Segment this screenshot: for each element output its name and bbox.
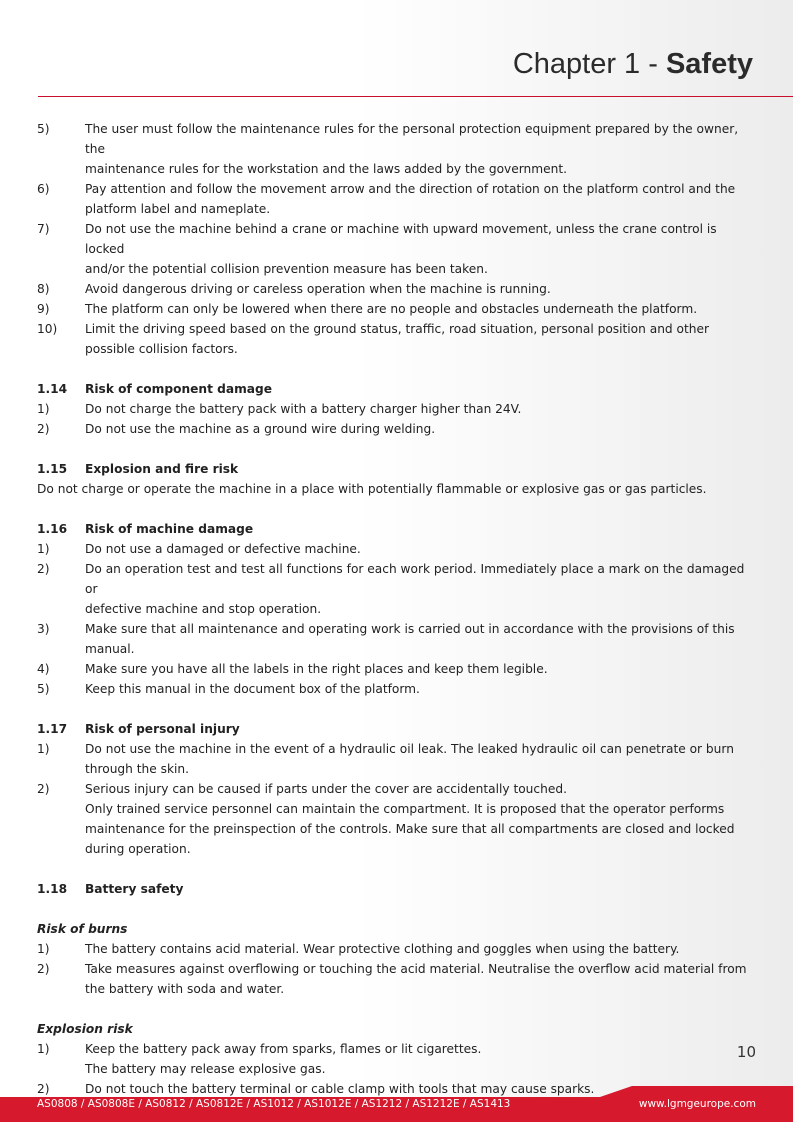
list-item-text	[85, 659, 757, 679]
section-number: 1.18	[37, 882, 68, 896]
text-line: Keep the battery pack away from sparks, flames or lit cigarettes.	[85, 1042, 482, 1056]
text-line: The user must follow the maintenance rules for the personal protection equipment prepared by the owner, the	[85, 122, 739, 156]
section-number: 1.14	[37, 382, 68, 396]
section-heading	[37, 719, 757, 739]
list-item-text	[85, 279, 757, 299]
list-item-number: 5)	[37, 682, 50, 696]
text-line: possible collision factors.	[85, 342, 238, 356]
header-divider	[38, 96, 793, 97]
list-item-number: 9)	[37, 302, 50, 316]
text-line: and/or the potential collision prevention measure has been taken.	[85, 262, 488, 276]
list-item	[37, 399, 757, 419]
list-item-text	[85, 539, 757, 559]
section-title: Explosion and fire risk	[85, 462, 239, 476]
list-item	[37, 939, 757, 959]
list-item-text	[85, 399, 757, 419]
text-line: maintenance for the preinspection of the controls. Make sure that all compartments are closed and locked	[85, 822, 735, 836]
section-heading	[37, 459, 757, 479]
footer-website-link[interactable]: www.lgmgeurope.com	[638, 1098, 756, 1110]
list-item	[37, 119, 757, 179]
list-item-number: 1)	[37, 1042, 50, 1056]
section-paragraph: Do not charge or operate the machine in a place with potentially flammable or explosive gas or gas particles.	[37, 482, 707, 496]
section-title: Risk of personal injury	[85, 722, 240, 736]
list-item	[37, 179, 757, 219]
list-item-text	[85, 1039, 757, 1079]
list-item	[37, 679, 757, 699]
list-item-number: 2)	[37, 1082, 50, 1096]
list-item-number: 2)	[37, 962, 50, 976]
page-content	[37, 119, 757, 1099]
text-line: Make sure you have all the labels in the right places and keep them legible.	[85, 662, 548, 676]
text-line: Do not use the machine as a ground wire during welding.	[85, 422, 436, 436]
text-line: Do not use the machine behind a crane or machine with upward movement, unless the crane control is locked	[85, 222, 717, 256]
list-item	[37, 279, 757, 299]
section-title: Risk of component damage	[85, 382, 273, 396]
list-item-number: 4)	[37, 662, 50, 676]
list-item	[37, 419, 757, 439]
text-line: Pay attention and follow the movement arrow and the direction of rotation on the platform control and the	[85, 182, 736, 196]
list-item-text	[85, 959, 757, 999]
list-item-text	[85, 419, 757, 439]
list-item	[37, 659, 757, 679]
list-item	[37, 619, 757, 659]
list-item-text	[85, 219, 757, 279]
text-line: The platform can only be lowered when there are no people and obstacles underneath the platform.	[85, 302, 698, 316]
list-item	[37, 559, 757, 619]
list-item-number: 7)	[37, 222, 50, 236]
text-line: the battery with soda and water.	[85, 982, 285, 996]
list-item-number: 1)	[37, 742, 50, 756]
text-line: Keep this manual in the document box of the platform.	[85, 682, 420, 696]
footer-bar	[0, 1086, 793, 1122]
list-item-text	[85, 779, 757, 859]
text-line: through the skin.	[85, 762, 190, 776]
list-item-text	[85, 179, 757, 219]
chapter-prefix: Chapter 1 -	[512, 48, 666, 80]
list-item-text	[85, 299, 757, 319]
list-item-number: 1)	[37, 402, 50, 416]
section-heading	[37, 379, 757, 399]
list-item-text	[85, 559, 757, 619]
list-item-number: 3)	[37, 622, 50, 636]
list-item-text	[85, 119, 757, 179]
list-item-number: 2)	[37, 782, 50, 796]
chapter-title	[513, 48, 753, 81]
text-line: defective machine and stop operation.	[85, 602, 322, 616]
text-line: during operation.	[85, 842, 191, 856]
text-line: Serious injury can be caused if parts under the cover are accidentally touched.	[85, 782, 567, 796]
list-item	[37, 959, 757, 999]
list-item-text	[85, 619, 757, 659]
section-number: 1.17	[37, 722, 68, 736]
text-line: Make sure that all maintenance and operating work is carried out in accordance with the provisions of this manual.	[85, 622, 735, 656]
section-heading	[37, 519, 757, 539]
text-line: The battery may release explosive gas.	[85, 1062, 326, 1076]
text-line: Take measures against overflowing or touching the acid material. Neutralise the overflow acid material from	[85, 962, 747, 976]
page-number: 10	[736, 1043, 756, 1061]
list-item-number: 2)	[37, 422, 50, 436]
list-item-text	[85, 319, 757, 359]
text-line: Do not use the machine in the event of a hydraulic oil leak. The leaked hydraulic oil can penetrate or burn	[85, 742, 734, 756]
text-line: The battery contains acid material. Wear protective clothing and goggles when using the battery.	[85, 942, 680, 956]
list-item-number: 1)	[37, 542, 50, 556]
list-item-number: 2)	[37, 562, 50, 576]
section-number: 1.15	[37, 462, 68, 476]
text-line: Limit the driving speed based on the ground status, traffic, road situation, personal position and other	[85, 322, 709, 336]
list-item-text	[85, 679, 757, 699]
text-line: platform label and nameplate.	[85, 202, 271, 216]
list-item-number: 6)	[37, 182, 50, 196]
list-item-number: 1)	[37, 942, 50, 956]
section-title: Risk of machine damage	[85, 522, 254, 536]
subsection-heading: Risk of burns	[37, 922, 128, 936]
section-number: 1.16	[37, 522, 68, 536]
text-line: Do not charge the battery pack with a battery charger higher than 24V.	[85, 402, 522, 416]
list-item	[37, 299, 757, 319]
text-line: Do an operation test and test all functions for each work period. Immediately place a mark on the damaged or	[85, 562, 745, 596]
list-item-number: 8)	[37, 282, 50, 296]
text-line: Do not touch the battery terminal or cable clamp with tools that may cause sparks.	[85, 1082, 595, 1096]
text-line: Do not use a damaged or defective machine.	[85, 542, 361, 556]
text-line: Avoid dangerous driving or careless operation when the machine is running.	[85, 282, 551, 296]
text-line: maintenance rules for the workstation and the laws added by the government.	[85, 162, 568, 176]
section-heading	[37, 879, 757, 899]
subsection-heading: Explosion risk	[37, 1022, 133, 1036]
list-item-text	[85, 939, 757, 959]
list-item-number: 10)	[37, 322, 58, 336]
chapter-name: Safety	[665, 48, 753, 80]
text-line: Only trained service personnel can maintain the compartment. It is proposed that the operator performs	[85, 802, 725, 816]
list-item	[37, 219, 757, 279]
section-title: Battery safety	[85, 882, 184, 896]
list-item	[37, 779, 757, 859]
list-item	[37, 539, 757, 559]
list-item	[37, 1039, 757, 1079]
footer-model-list: AS0808 / AS0808E / AS0812 / AS0812E / AS1012 / AS1012E / AS1212 / AS1212E / AS1413	[37, 1098, 511, 1110]
list-item	[37, 319, 757, 359]
list-item-number: 5)	[37, 122, 50, 136]
list-item	[37, 739, 757, 779]
list-item-text	[85, 739, 757, 779]
